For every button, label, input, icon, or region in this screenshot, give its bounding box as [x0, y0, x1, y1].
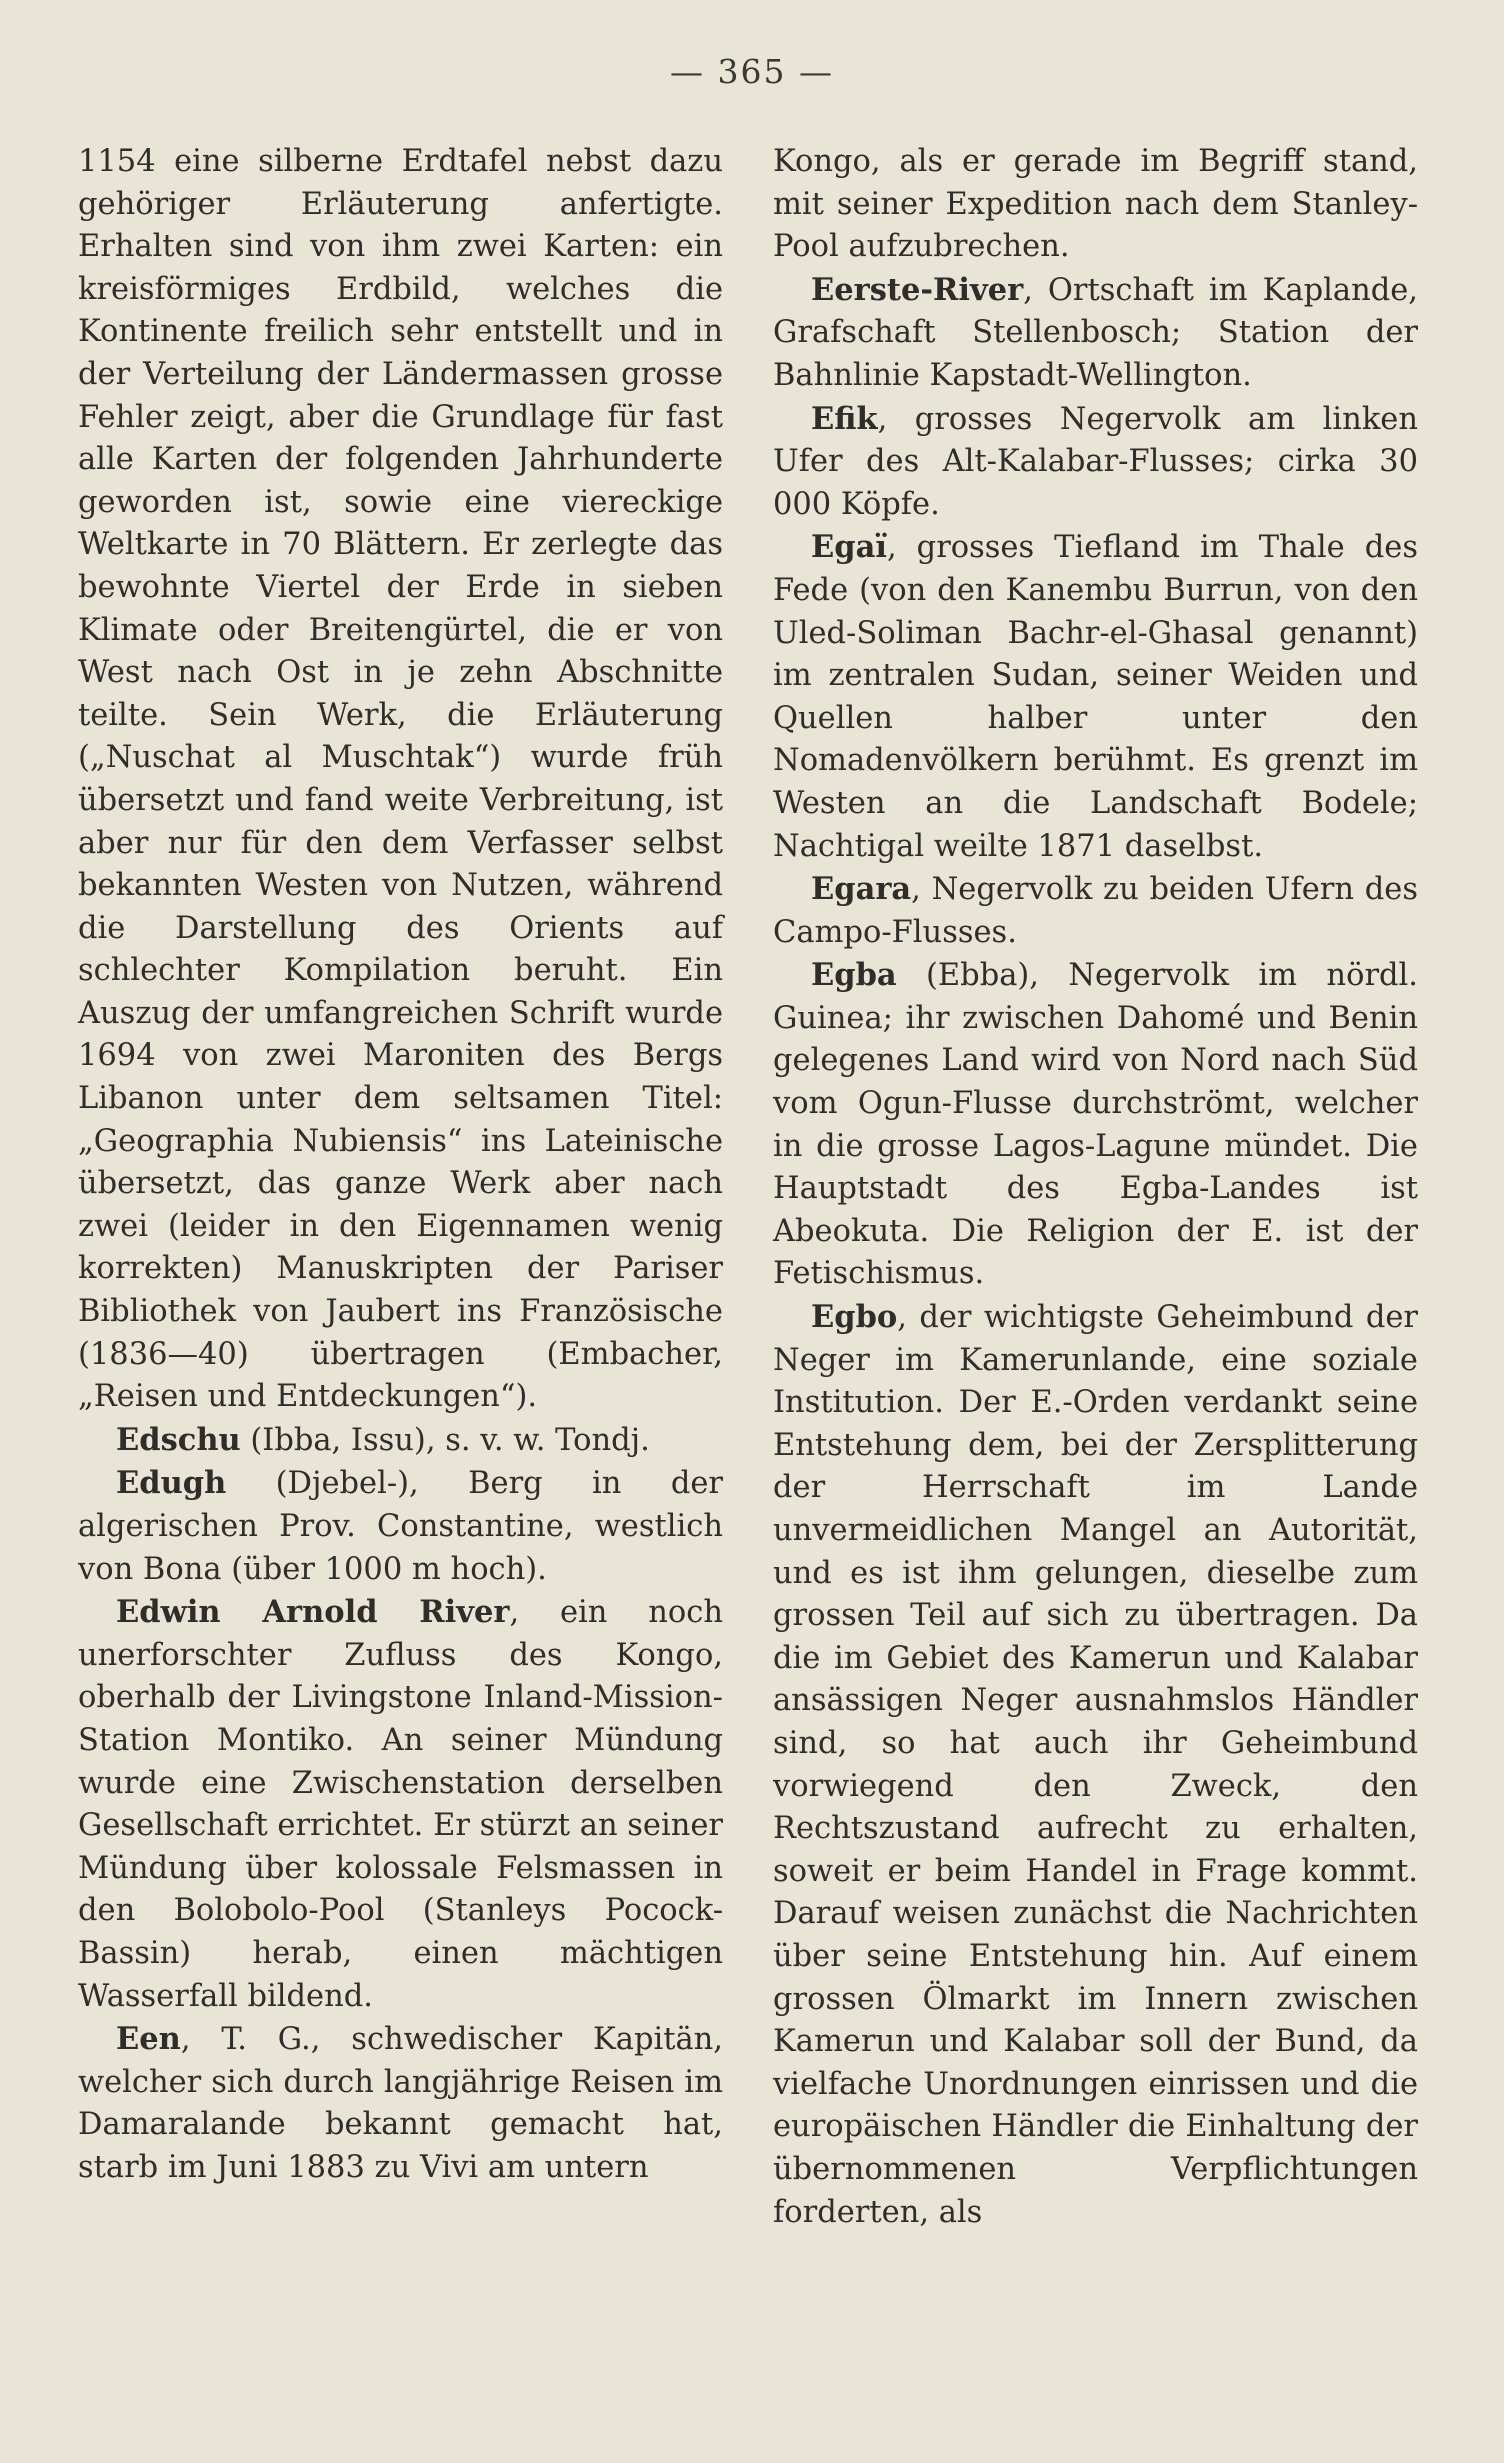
entry-continuation: [78, 140, 723, 1419]
entry-text: , Ortschaft im Kaplande, Grafschaft Stellenbosch; Station der Bahnlinie Kapstadt-Wellington.: [773, 272, 1418, 393]
entry-eerste-river: [773, 269, 1418, 398]
entry-headword: Edugh: [116, 1465, 227, 1502]
entry-egai: [773, 526, 1418, 868]
entry-headword: Een: [116, 2021, 181, 2058]
entry-egba: [773, 954, 1418, 1296]
entry-headword: Efik: [811, 400, 878, 437]
entry-headword: Eerste-River: [811, 271, 1024, 308]
entry-continuation: [773, 140, 1418, 269]
page-number: — 365 —: [670, 52, 834, 91]
entry-text: 1154 eine silberne Erdtafel nebst dazu gehöriger Erläuterung anfertigte. Erhalten sind von ihm zwei Karten: ein kreisförmiges Erdbild, welches die Kontinente freilich sehr entstellt und in der Verteilung der Ländermassen grosse Fehler zeigt, aber die Grundlage für fast alle Karten der folgenden Jahrhunderte geworden ist, sowie eine viereckige Weltkarte in 70 Blättern. Er zerlegte das bewohnte Viertel der Erde in sieben Klimate oder Breitengürtel, die er von West nach Ost in je zehn Abschnitte teilte. Sein Werk, die Erläuterung („Nuschat al Muschtak“) wurde früh übersetzt und fand weite Verbreitung, ist aber nur für den dem Verfasser selbst bekannten Westen von Nutzen, während die Darstellung des Orients auf schlechter Kompilation beruht. Ein Auszug der umfangreichen Schrift wurde 1694 von zwei Maroniten des Bergs Libanon unter dem seltsamen Titel: „Geographia Nubiensis“ ins Lateinische übersetzt, das ganze Werk aber nach zwei (leider in den Eigennamen wenig korrekten) Manuskripten der Pariser Bibliothek von Jaubert ins Französische (1836—40) übertragen (Embacher, „Reisen und Entdeckungen“).: [78, 144, 723, 1415]
entry-headword: Egaï: [811, 529, 887, 566]
entry-text: (Djebel-), Berg in der algerischen Prov. Constantine, westlich von Bona (über 1000 m hoch).: [78, 1466, 723, 1587]
entry-text: , grosses Tiefland im Thale des Fede (von den Kanembu Burrun, von den Uled-Soliman Bachr-el-Ghasal genannt) im zentralen Sudan, seiner Weiden und Quellen halber unter den Nomadenvölkern berühmt. Es grenzt im Westen an die Landschaft Bodele; Nachtigal weilte 1871 daselbst.: [773, 530, 1418, 864]
entry-edugh: [78, 1462, 723, 1591]
entry-efik: [773, 398, 1418, 527]
entry-text: (Ibba, Issu), s. v. w. Tondj.: [240, 1422, 650, 1458]
entry-text: , ein noch unerforschter Zufluss des Kongo, oberhalb der Livingstone Inland-Mission-Station Montiko. An seiner Mündung wurde eine Zwischenstation derselben Gesellschaft errichtet. Er stürzt an seiner Mündung über kolossale Felsmassen in den Bolobolo-Pool (Stanleys Pocock-Bassin) herab, einen mächtigen Wasserfall bildend.: [78, 1595, 724, 2014]
entry-headword: Egbo: [811, 1299, 898, 1336]
entry-text: , grosses Negervolk am linken Ufer des Alt-Kalabar-Flusses; cirka 30 000 Köpfe.: [773, 401, 1418, 522]
entry-headword: Edwin Arnold River: [116, 1594, 510, 1631]
entry-text: Kongo, als er gerade im Begriff stand, mit seiner Expedition nach dem Stanley-Pool aufzubrechen.: [773, 144, 1418, 265]
entry-text: , der wichtigste Geheimbund der Neger im Kamerunlande, eine soziale Institution. Der E.-Orden verdankt seine Entstehung dem, bei der Zersplitterung der Herrschaft im Lande unvermeidlichen Mangel an Autorität, und es ist ihm gelungen, dieselbe zum grossen Teil auf sich zu übertragen. Da die im Gebiet des Kamerun und Kalabar ansässigen Neger ausnahmslos Händler sind, so hat auch ihr Geheimbund vorwiegend den Zweck, den Rechtszustand aufrecht zu erhalten, soweit er beim Handel in Frage kommt. Darauf weisen zunächst die Nachrichten über seine Entstehung hin. Auf einem grossen Ölmarkt im Innern zwischen Kamerun und Kalabar soll der Bund, da vielfache Unordnungen einrissen und die europäischen Händler die Einhaltung der übernommenen Verpflichtungen forderten, als: [773, 1300, 1418, 2230]
entry-edwin-arnold-river: [78, 1591, 723, 2018]
entry-text: (Ebba), Negervolk im nördl. Guinea; ihr zwischen Dahomé und Benin gelegenes Land wird von Nord nach Süd vom Ogun-Flusse durchströmt, welcher in die grosse Lagos-Lagune mündet. Die Hauptstadt des Egba-Landes ist Abeokuta. Die Religion der E. ist der Fetischismus.: [773, 958, 1418, 1292]
entry-egbo: [773, 1296, 1418, 2234]
entry-headword: Egba: [811, 957, 897, 994]
entry-text: , Negervolk zu beiden Ufern des Campo-Flusses.: [773, 872, 1418, 950]
left-column: [78, 140, 723, 2190]
entry-headword: Edschu: [116, 1421, 241, 1458]
entry-een: [78, 2018, 723, 2189]
entry-edschu: [78, 1419, 723, 1463]
right-column: [773, 140, 1418, 2234]
entry-headword: Egara: [811, 871, 912, 908]
entry-egara: [773, 868, 1418, 954]
entry-text: , T. G., schwedischer Kapitän, welcher sich durch langjährige Reisen im Damaralande bekannt gemacht hat, starb im Juni 1883 zu Vivi am untern: [78, 2022, 723, 2185]
